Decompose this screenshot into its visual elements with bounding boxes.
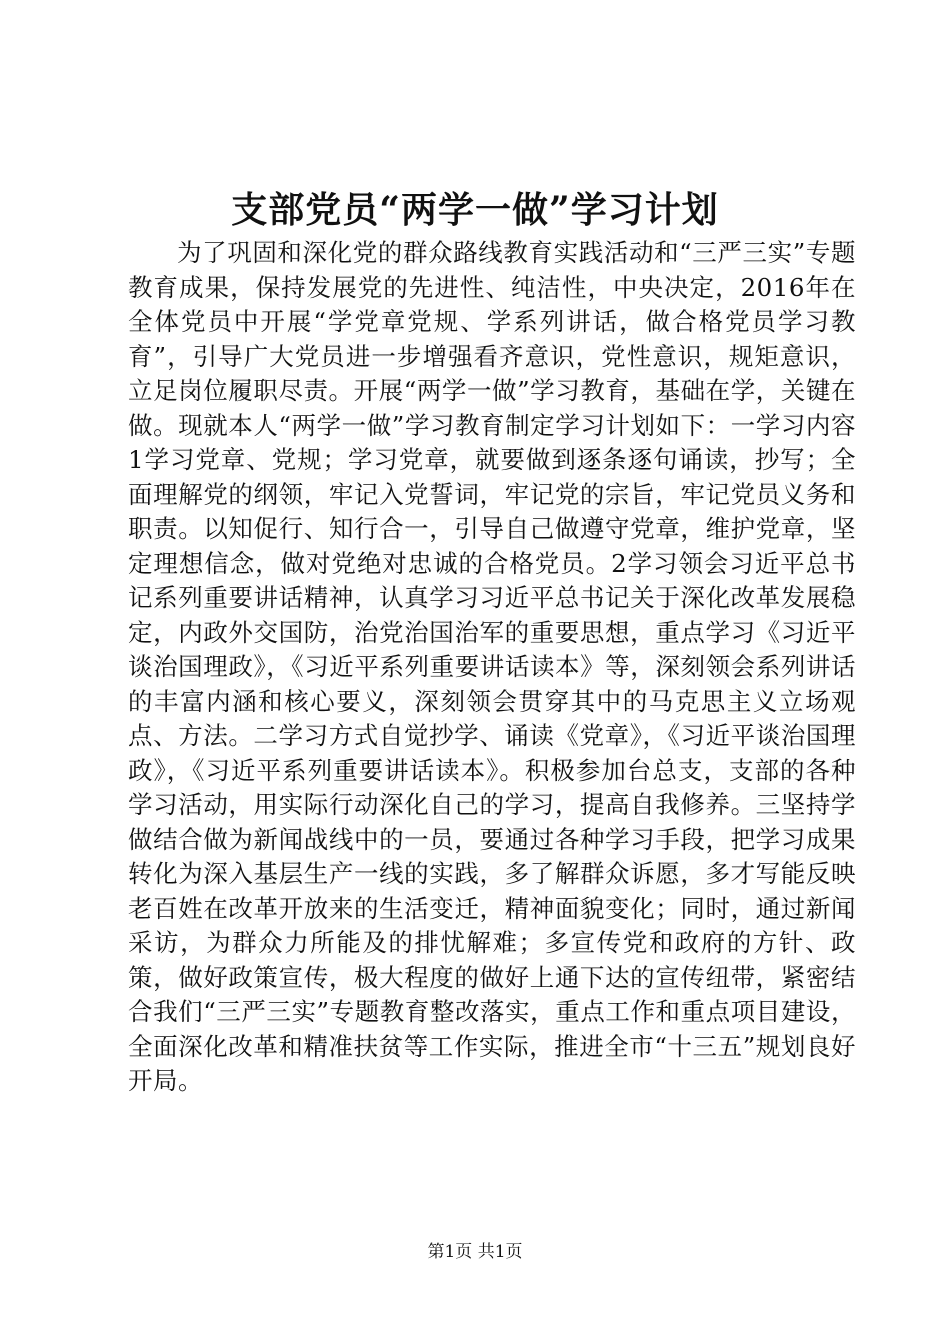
page-number-footer: 第1页 共1页 <box>427 1242 523 1262</box>
document-title: 支部党员“两学一做”学习计划 <box>231 189 719 231</box>
document-body-paragraph: 为了巩固和深化党的群众路线教育实践活动和“三严三实”专题教育成果，保持发展党的先进性、纯洁性，中央决定，2016年在全体党员中开展“学党章党规、学系列讲话，做合格党员学习教育”，引导广大党员进一步增强看齐意识，党性意识，规矩意识，立足岗位履职尽责。开展“两学一做”学习教育，基础在学，关键在做。现就本人“两学一做”学习教育制定学习计划如下：一学习内容1学习党章、党规；学习党章，就要做到逐条逐句诵读，抄写；全面理解党的纲领，牢记入党誓词，牢记党的宗旨，牢记党员义务和职责。以知促行、知行合一，引导自己做遵守党章，维护党章，坚定理想信念，做对党绝对忠诚的合格党员。2学习领会习近平总书记系列重要讲话精神，认真学习习近平总书记关于深化改革发展稳定，内政外交国防，治党治国治军的重要思想，重点学习《习近平谈治国理政》，《习近平系列重要讲话读本》等，深刻领会系列讲话的丰富内涵和核心要义，深刻领会贯穿其中的马克思主义立场观点、方法。二学习方式自觉抄学、诵读《党章》，《习近平谈治国理政》，《习近平系列重要讲话读本》。积极参加台总支，支部的各种学习活动，用实际行动深化自己的学习，提高自我修养。三坚持学做结合做为新闻战线中的一员，要通过各种学习手段，把学习成果转化为深入基层生产一线的实践，多了解群众诉愿，多才写能反映老百姓在改革开放来的生活变迁，精神面貌变化；同时，通过新闻采访，为群众力所能及的排忧解难；多宣传党和政府的方针、政策，做好政策宣传，极大程度的做好上通下达的宣传纽带，紧密结合我们“三严三实”专题教育整改落实，重点工作和重点项目建设，全面深化改革和精准扶贫等工作实际，推进全市“十三五”规划良好开局。 <box>128 238 856 1095</box>
